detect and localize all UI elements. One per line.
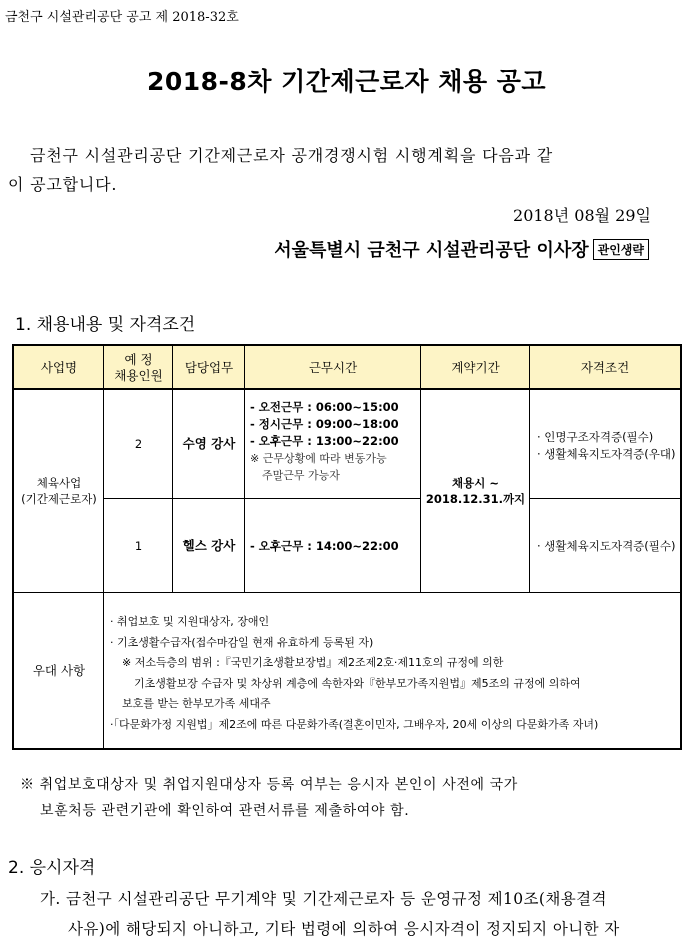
- preference-label: 우대 사항: [32, 662, 86, 678]
- notice-line-2: 보훈처등 관련기관에 확인하여 관련서류를 제출하여야 함.: [40, 803, 410, 819]
- intro-line-1: 금천구 시설관리공단 기간제근로자 공개경쟁시험 시행계획을 다음과 같: [30, 146, 553, 165]
- intro-line-2: 이 공고합니다.: [8, 175, 118, 194]
- header-business: 사업명: [14, 346, 104, 389]
- preference-item-2: · 기초생활수급자(접수마감일 현재 유효하게 등록된 자): [110, 635, 374, 649]
- business-name-cell: [14, 389, 104, 593]
- header-headcount-line1: 예 정: [124, 351, 153, 367]
- header-hours: 근무시간: [245, 346, 421, 389]
- col-divider-4: [420, 346, 421, 593]
- announcement-date: 2018년 08월 29일: [513, 206, 651, 225]
- row1-qualifications: [537, 429, 675, 463]
- seal-omitted-box: 관인생략: [593, 239, 649, 260]
- col-divider-1: [103, 346, 104, 748]
- table-header-divider: [14, 388, 680, 390]
- row1-hours-afternoon: - 오후근무 : 13:00~22:00: [250, 434, 399, 448]
- row1-headcount: 2: [134, 436, 143, 451]
- document-number: 금천구 시설관리공단 공고 제 2018-32호: [5, 10, 239, 25]
- row1-hours: [250, 399, 399, 484]
- qualification-para-line-1: 가. 금천구 시설관리공단 무기계약 및 기간제근로자 등 운영규정 제10조(채용결격: [40, 890, 607, 908]
- preference-item-1: · 취업보호 및 지원대상자, 장애인: [110, 615, 270, 628]
- row1-duty: 수영 강사: [182, 435, 236, 451]
- row1-hours-regular: - 정시근무 : 09:00~18:00: [250, 417, 399, 431]
- row2-headcount: 1: [134, 538, 143, 553]
- preference-list: [110, 612, 598, 735]
- issuer: [274, 236, 649, 262]
- contract-period-line1: 채용시 ~: [452, 476, 499, 490]
- section-2-title: 2. 응시자격: [8, 858, 96, 878]
- row1-hours-note1: ※ 근무상황에 따라 변동가능: [250, 452, 387, 465]
- qualification-para-line-2: 사유)에 해당되지 아니하고, 기타 법령에 의하여 응시자격이 정지되지 아니한 자: [68, 920, 620, 938]
- row1-hours-morning: - 오전근무 : 06:00~15:00: [250, 400, 399, 414]
- header-duty: 담당업무: [173, 346, 245, 389]
- header-qualification: 자격조건: [530, 346, 680, 389]
- col-divider-3: [244, 346, 245, 593]
- header-contract: 계약기간: [421, 346, 530, 389]
- row-divider-right: [530, 498, 680, 499]
- row-divider-left: [104, 498, 421, 499]
- recruitment-table: [12, 344, 682, 750]
- row1-qualification-2: · 생활체육지도자격증(우대): [537, 447, 676, 461]
- col-divider-5: [529, 346, 530, 593]
- page-title: 2018-8차 기간제근로자 채용 공고: [146, 67, 547, 96]
- row2-qualification: · 생활체육지도자격증(필수): [537, 538, 676, 553]
- preference-note-3: 보호를 받는 한부모가족 세대주: [122, 697, 271, 710]
- row1-qualification-1: · 인명구조자격증(필수): [537, 430, 654, 444]
- header-headcount-line2: 채용인원: [114, 367, 163, 383]
- business-name-line2: (기간제근로자): [21, 492, 97, 506]
- header-headcount: [104, 346, 173, 389]
- preference-item-3: ·「다문화가정 지원법」제2조에 따른 다문화가족(결혼이민자, 그배우자, 20세 이상의 다문화가족 자녀): [110, 717, 599, 731]
- row2-duty: 헬스 강사: [182, 537, 236, 553]
- preference-divider: [14, 592, 680, 593]
- col-divider-2: [172, 346, 173, 593]
- notice-line-1: ※ 취업보호대상자 및 취업지원대상자 등록 여부는 응시자 본인이 사전에 국가: [20, 777, 518, 793]
- business-name-line1: 체육사업: [36, 476, 82, 490]
- row2-hours: - 오후근무 : 14:00~22:00: [250, 538, 399, 553]
- issuer-name: 서울특별시 금천구 시설관리공단 이사장: [274, 240, 589, 261]
- contract-period-line2: 2018.12.31.까지: [425, 492, 526, 506]
- contract-period-cell: [421, 389, 530, 593]
- preference-note-1: ※ 저소득층의 범위 :『국민기초생활보장법』제2조제2호·제11호의 규정에 의한: [122, 656, 504, 669]
- section-1-title: 1. 채용내용 및 자격조건: [15, 315, 196, 335]
- preference-note-2: 기초생활보장 수급자 및 차상위 계층에 속한자와『한부모가족지원법』제5조의 규정에 의하여: [134, 676, 581, 690]
- row1-hours-note2: 주말근무 가능자: [262, 469, 340, 482]
